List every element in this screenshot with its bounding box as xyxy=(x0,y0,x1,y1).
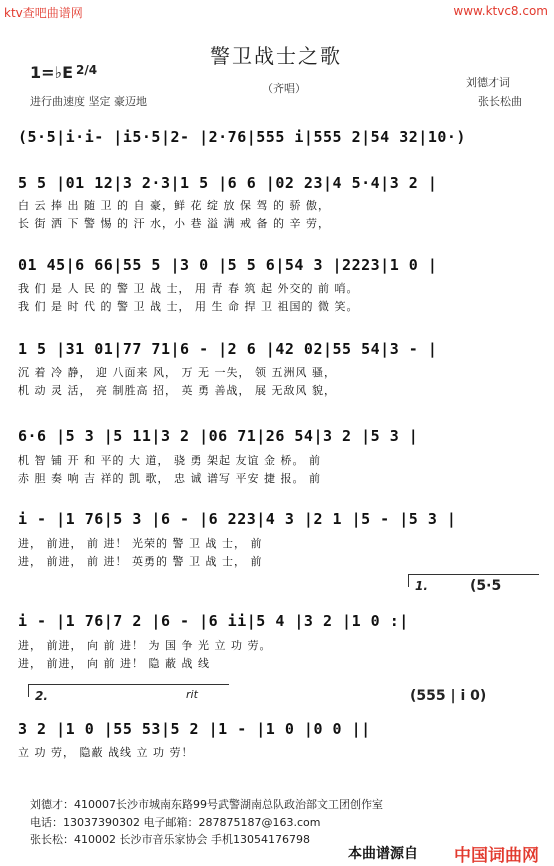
score-line-4: 6·6 |5 3 |5 11|3 2 |06 71|26 54|3 2 |5 3 | xyxy=(18,427,419,445)
volta-2-bracket xyxy=(28,684,229,703)
ritardando-marking: rit xyxy=(186,688,198,701)
footer-composer-contact: 张长松：410002 长沙市音乐家协会 手机13054176798 xyxy=(30,833,310,846)
tempo-marking: 进行曲速度 坚定 豪迈地 xyxy=(30,95,147,108)
score-line-7: 3 2 |1 0 |55 53|5 2 |1 - |1 0 |0 0 || xyxy=(18,720,371,738)
lyric-line: 进， 前进， 前 进！ 英勇的 警 卫 战 士， 前 xyxy=(18,555,263,568)
score-line-6: i - |1 76|7 2 |6 - |6 ii|5 4 |3 2 |1 0 :| xyxy=(18,612,409,630)
watermark-right: www.ktvc8.com xyxy=(453,4,548,18)
watermark-left: ktv查吧曲谱网 xyxy=(4,6,83,20)
source-label: 本曲谱源自 xyxy=(348,846,418,862)
lyric-line: 立 功 劳， 隐蔽 战线 立 功 劳！ xyxy=(18,746,194,759)
volta-2-label: 2. xyxy=(35,689,48,703)
score-line-5: i - |1 76|5 3 |6 - |6 223|4 3 |2 1 |5 - |5 3 | xyxy=(18,510,457,528)
key-signature: 1=♭E xyxy=(30,63,74,82)
score-line-2: 01 45|6 66|55 5 |3 0 |5 5 6|54 3 |2223|1 0 | xyxy=(18,256,438,274)
lyric-line: 机 动 灵 活， 亮 制胜高 招， 英 勇 善战， 展 无敌风 貌， xyxy=(18,384,336,397)
score-line-intro: (5·5|i·i- |i5·5|2- |2·76|555 i|555 2|54 32|10·) xyxy=(18,128,466,146)
volta-2-pickup: (555 | i 0) xyxy=(410,688,487,704)
lyric-line: 机 智 铺 开 和 平的 大 道， 骁 勇 架起 友谊 金 桥。 前 xyxy=(18,454,321,467)
volta-1-label: 1. xyxy=(415,579,428,593)
score-line-3: 1 5 |31 01|77 71|6 - |2 6 |42 02|55 54|3 - | xyxy=(18,340,438,358)
lyric-line: 长 街 洒 下 警 惕 的 汗 水，小 巷 溢 满 戒 备 的 辛 劳， xyxy=(18,217,330,230)
performance-note: （齐唱） xyxy=(262,82,306,95)
source-site-logo: 中国词曲网 xyxy=(454,846,539,866)
song-title: 警卫战士之歌 xyxy=(210,44,342,68)
composer-credit: 张长松曲 xyxy=(478,95,522,108)
lyricist-credit: 刘德才词 xyxy=(466,76,510,89)
lyric-line: 进， 前进， 向 前 进！ 为 国 争 光 立 功 劳。 xyxy=(18,639,272,652)
lyric-line: 白 云 捧 出 随 卫 的 自 豪，鲜 花 绽 放 保 驾 的 骄 傲， xyxy=(18,199,330,212)
lyric-line: 进， 前进， 前 进！ 光荣的 警 卫 战 士， 前 xyxy=(18,537,263,550)
lyric-line: 我 们 是 时 代 的 警 卫 战 士， 用 生 命 捍 卫 祖国的 微 笑。 xyxy=(18,300,359,313)
footer-phone-email: 电话：13037390302 电子邮箱：287875187@163.com xyxy=(30,816,321,829)
time-signature: 2/4 xyxy=(76,63,98,77)
lyric-line: 进， 前进， 向 前 进！ 隐 蔽 战 线 xyxy=(18,657,210,670)
score-line-1: 5 5 |01 12|3 2·3|1 5 |6 6 |02 23|4 5·4|3 2 | xyxy=(18,174,438,192)
lyric-line: 赤 胆 奏 响 吉 祥的 凯 歌， 忠 诚 谱写 平安 捷 报。 前 xyxy=(18,472,321,485)
footer-lyricist-contact: 刘德才：410007长沙市城南东路99号武警湖南总队政治部文工团创作室 xyxy=(30,798,383,811)
lyric-line: 沉 着 冷 静， 迎 八面来 风， 万 无 一失， 领 五洲风 骚， xyxy=(18,366,336,379)
volta-1-pickup: (5·5 xyxy=(470,578,502,594)
lyric-line: 我 们 是 人 民 的 警 卫 战 士， 用 青 春 筑 起 外交的 前 哨。 xyxy=(18,282,359,295)
